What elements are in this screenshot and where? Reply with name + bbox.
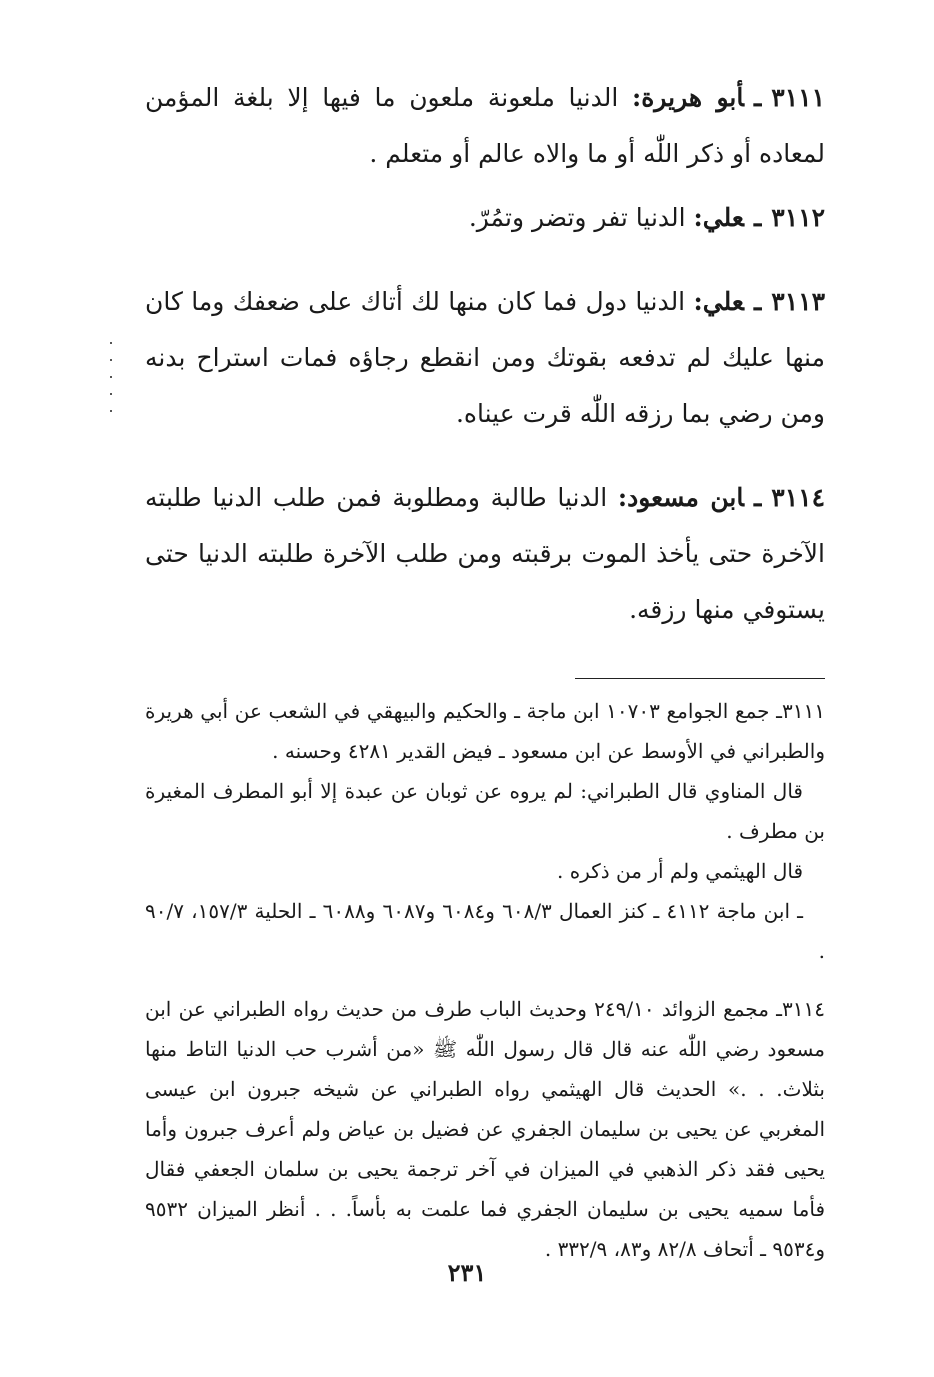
- entry-3113: [145, 274, 825, 442]
- entry-text: الدنيا دول فما كان منها لك أتاك على ضعفك وما كان منها عليك لم تدفعه بقوتك ومن انقطع رجاؤه فمات استراح بدنه ومن رضي بما رزقه اللّٰه قرت عيناه.: [145, 287, 825, 428]
- entry-narrator: ابن مسعود:: [617, 483, 744, 512]
- entry-number: ٣١١١: [771, 83, 825, 112]
- footnote-3111-haythami: قال الهيثمي ولم أر من ذكره .: [556, 859, 803, 883]
- entry-number: ٣١١٢: [771, 203, 825, 232]
- footnote-separator: [575, 678, 825, 679]
- entry-text: الدنيا طالبة ومطلوبة فمن طلب الدنيا طلبته الآخرة حتى يأخذ الموت برقبته ومن طلب الآخرة طلبته الدنيا حتى يستوفي منها رزقه.: [145, 483, 825, 624]
- entry-narrator: أبو هريرة:: [631, 83, 744, 112]
- entry-dash: ـ: [753, 203, 762, 232]
- entry-narrator: علي:: [693, 287, 744, 316]
- entry-text: الدنيا تفر وتضر وتمُرّ.: [468, 203, 694, 232]
- entry-number: ٣١١٤: [771, 483, 825, 512]
- footnote-3111-refs: ـ ابن ماجة ٤١١٢ ـ كنز العمال ٦٠٨/٣ و٦٠٨٤ و٦٠٨٧ و٦٠٨٨ ـ الحلية ١٥٧/٣، ٩٠/٧ .: [145, 899, 825, 963]
- entry-dash: ـ: [753, 483, 762, 512]
- entry-3112: [145, 190, 825, 246]
- footnote-3111-manawi: قال المناوي قال الطبراني: لم يروه عن ثوبان عن عبدة إلا أبو المطرف المغيرة بن مطرف .: [145, 779, 825, 843]
- footnote-3114: ٣١١٤ـ مجمع الزوائد ٢٤٩/١٠ وحديث الباب طرف من حديث رواه الطبراني عن ابن مسعود رضي اللّٰه عنه قال قال رسول اللّٰه ﷺ «من أشرب حب الدنيا التاط منها بثلاث. . .» الحديث قال الهيثمي رواه الطبراني عن شيخه جبرون ابن عيسى المغربي عن يحيى بن سليمان الجفري عن فضيل بن عياض ولم أعرف جبرون وأما يحيى فقد ذكر الذهبي في الميزان في آخر ترجمة يحيى بن سلمان الجعفي فقال فأما سميه يحيى بن سليمان الجفري فما علمت به بأساً. . . أنظر الميزان ٩٥٣٢ و٩٥٣٤ ـ أتحاف ٨٢/٨ و٨٣، ٣٣٢/٩ .: [145, 997, 825, 1261]
- entry-text: الدنيا ملعونة ملعون ما فيها إلا بلغة المؤمن لمعاده أو ذكر اللّٰه أو ما والاه عالم أو متعلم .: [145, 83, 825, 168]
- entry-3114: [145, 470, 825, 638]
- page-number: ٢٣١: [447, 1258, 487, 1287]
- entry-narrator: علي:: [693, 203, 744, 232]
- page-content: [145, 70, 825, 1269]
- entry-3111: [145, 70, 825, 182]
- footnote-3111: ٣١١١ـ جمع الجوامع ١٠٧٠٣ ابن ماجة ـ والحكيم والبيهقي في الشعب عن أبي هريرة والطبراني في الأوسط عن ابن مسعود ـ فيض القدير ٤٢٨١ وحسنه .: [145, 699, 825, 763]
- entry-dash: ـ: [753, 83, 762, 112]
- margin-marks: [110, 342, 114, 422]
- entry-dash: ـ: [753, 287, 762, 316]
- entry-number: ٣١١٣: [771, 287, 825, 316]
